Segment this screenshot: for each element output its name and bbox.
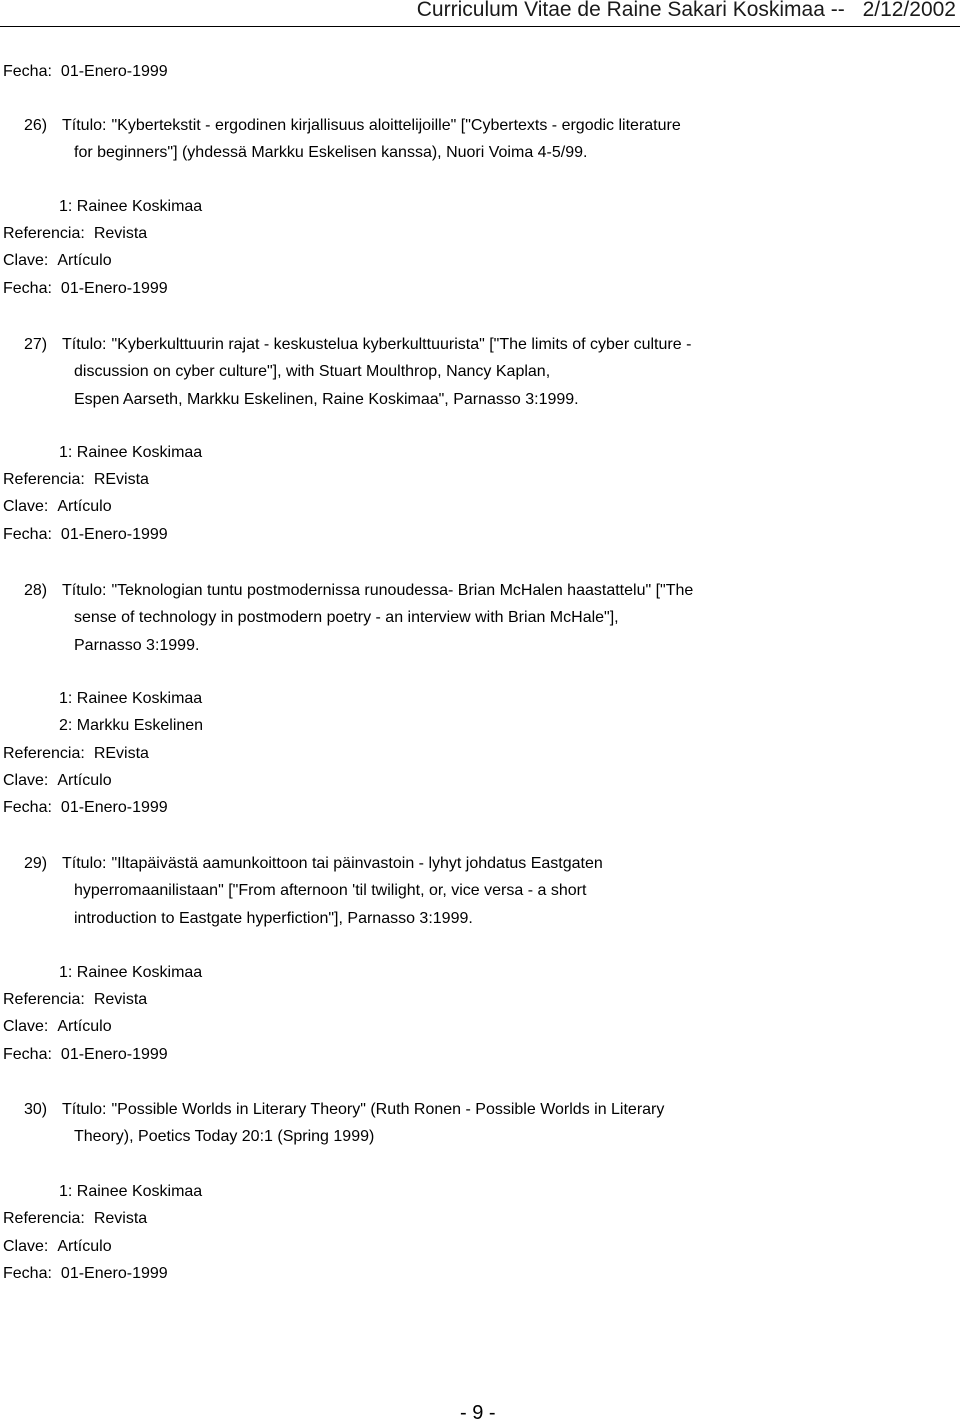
fecha-line — [3, 798, 168, 818]
fecha-value: 01-Enero-1999 — [60, 63, 168, 80]
clave-value: Artículo — [57, 1018, 112, 1035]
titulo-label: Título: — [62, 1101, 107, 1118]
fecha-value: 01-Enero-1999 — [60, 526, 168, 543]
author-line: 1: Rainee Koskimaa — [59, 1183, 203, 1200]
entry-title-continuation: for beginners"] (yhdessä Markku Eskelisen kanssa), Nuori Voima 4-5/99. — [74, 144, 588, 162]
page-number: - 9 - — [460, 1402, 496, 1424]
titulo-label: Título: — [62, 855, 107, 872]
header-date: 2/12/2002 — [862, 0, 956, 21]
header-rule — [0, 26, 960, 27]
entry-number: 26) — [24, 117, 48, 134]
clave-line — [3, 251, 112, 271]
clave-value: Artículo — [57, 1238, 112, 1255]
fecha-line — [3, 1264, 168, 1284]
entry-title-continuation: Theory), Poetics Today 20:1 (Spring 1999) — [74, 1128, 375, 1146]
entry-title-line — [62, 1100, 664, 1120]
entry-title-line — [62, 581, 693, 601]
entry-title-text: "Iltapäivästä aamunkoittoon tai päinvastoin - lyhyt johdatus Eastgaten — [111, 855, 603, 872]
fecha-value: 01-Enero-1999 — [60, 1046, 168, 1063]
entry-title-line — [62, 116, 681, 136]
referencia-label: Referencia: — [3, 991, 85, 1008]
clave-value: Artículo — [57, 498, 112, 515]
entry-title-continuation: discussion on cyber culture"], with Stuart Moulthrop, Nancy Kaplan, — [74, 363, 551, 381]
clave-line — [3, 497, 112, 517]
clave-label: Clave: — [3, 252, 49, 269]
entry-title-continuation: hyperromaanilistaan" ["From afternoon 'til twilight, or, vice versa - a short — [74, 882, 587, 900]
titulo-label: Título: — [62, 117, 107, 134]
referencia-line — [3, 990, 147, 1010]
titulo-label: Título: — [62, 582, 107, 599]
clave-line — [3, 1237, 112, 1257]
entry-title-continuation: Espen Aarseth, Markku Eskelinen, Raine Koskimaa", Parnasso 3:1999. — [74, 390, 579, 408]
clave-label: Clave: — [3, 1018, 49, 1035]
clave-value: Artículo — [57, 252, 112, 269]
referencia-value: Revista — [93, 1210, 148, 1227]
fecha-label: Fecha: — [3, 280, 52, 297]
author-line: 1: Rainee Koskimaa — [59, 964, 203, 981]
page-header — [0, 0, 960, 28]
entry-title-text: "Kybertekstit - ergodinen kirjallisuus aloittelijoille" ["Cybertexts - ergodic literature — [111, 117, 681, 134]
entry-title-continuation: Parnasso 3:1999. — [74, 636, 200, 654]
author-line: 1: Rainee Koskimaa — [59, 690, 203, 707]
referencia-line — [3, 470, 149, 490]
fecha-line — [3, 1045, 168, 1065]
fecha-value: 01-Enero-1999 — [60, 1265, 168, 1282]
fecha-line — [3, 525, 168, 545]
clave-label: Clave: — [3, 1238, 49, 1255]
clave-label: Clave: — [3, 498, 49, 515]
entry-number: 28) — [24, 582, 48, 599]
referencia-value: Revista — [93, 991, 148, 1008]
author-line: 1: Rainee Koskimaa — [59, 198, 203, 215]
referencia-label: Referencia: — [3, 1210, 85, 1227]
referencia-line — [3, 744, 149, 764]
entry-title-text: "Possible Worlds in Literary Theory" (Ruth Ronen - Possible Worlds in Literary — [111, 1101, 665, 1118]
referencia-value: Revista — [93, 225, 148, 242]
entry-title-text: "Kyberkulttuurin rajat - keskustelua kyberkulttuurista" ["The limits of cyber culture - — [111, 336, 692, 353]
entry-title-continuation: sense of technology in postmodern poetry - an interview with Brian McHale"], — [74, 609, 619, 627]
fecha-label: Fecha: — [3, 1046, 52, 1063]
fecha-label: Fecha: — [3, 526, 52, 543]
clave-line — [3, 1017, 112, 1037]
header-title: Curriculum Vitae de Raine Sakari Koskimaa -- — [416, 0, 845, 21]
entry-title-text: "Teknologian tuntu postmodernissa runoudessa- Brian McHalen haastattelu" ["The — [111, 582, 694, 599]
top-fecha-line — [3, 62, 168, 82]
entry-title-line — [62, 854, 603, 874]
fecha-label: Fecha: — [3, 799, 52, 816]
referencia-label: Referencia: — [3, 471, 85, 488]
clave-label: Clave: — [3, 772, 49, 789]
referencia-line — [3, 224, 147, 244]
author-line: 2: Markku Eskelinen — [59, 717, 204, 734]
entry-title-continuation: introduction to Eastgate hyperfiction"], Parnasso 3:1999. — [74, 909, 473, 927]
fecha-label: Fecha: — [3, 1265, 52, 1282]
header-text — [417, 0, 956, 22]
fecha-value: 01-Enero-1999 — [60, 280, 168, 297]
referencia-line — [3, 1209, 147, 1229]
entry-number: 29) — [24, 855, 48, 872]
referencia-label: Referencia: — [3, 745, 85, 762]
fecha-line — [3, 279, 168, 299]
referencia-value: REvista — [93, 471, 149, 488]
entry-title-line — [62, 335, 691, 355]
fecha-label: Fecha: — [3, 63, 52, 80]
author-line: 1: Rainee Koskimaa — [59, 444, 203, 461]
entry-number: 27) — [24, 336, 48, 353]
referencia-value: REvista — [93, 745, 149, 762]
clave-value: Artículo — [57, 772, 112, 789]
fecha-value: 01-Enero-1999 — [60, 799, 168, 816]
referencia-label: Referencia: — [3, 225, 85, 242]
titulo-label: Título: — [62, 336, 107, 353]
clave-line — [3, 771, 112, 791]
entry-number: 30) — [24, 1101, 48, 1118]
